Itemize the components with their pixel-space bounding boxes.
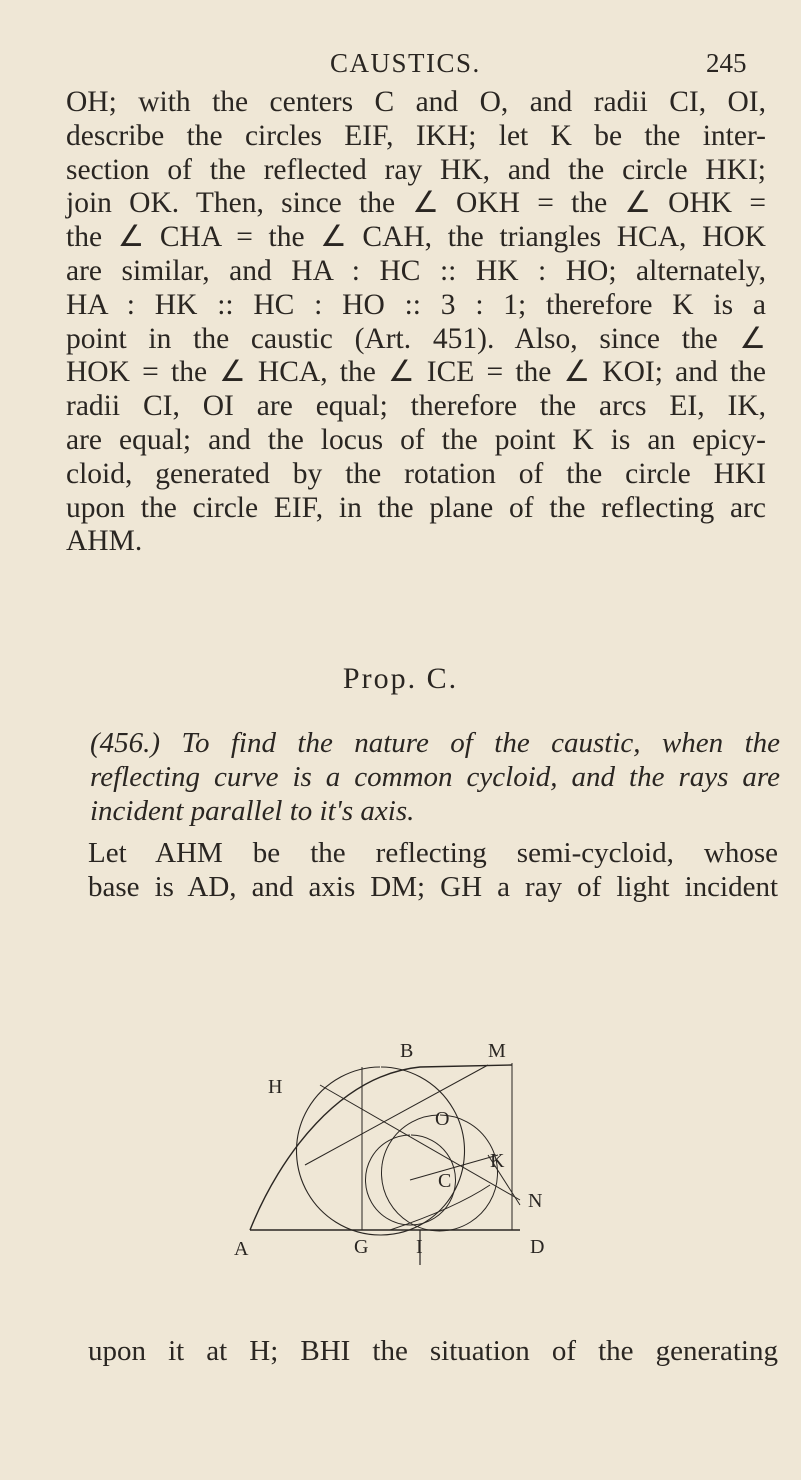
paragraph-2: [90, 726, 780, 828]
label-H: H: [268, 1076, 283, 1098]
generating-circle: [297, 1067, 465, 1235]
running-head-title: CAUSTICS.: [330, 48, 481, 78]
text-line: incident parallel to it's axis.: [90, 795, 415, 827]
text-line: base is AD, and axis DM; GH a ray of light incident: [88, 871, 778, 903]
chord-line: [305, 1065, 488, 1165]
text-line: are similar, and HA : HC :: HK : HO; alternately,: [66, 254, 766, 287]
label-O: O: [435, 1108, 450, 1130]
cycloid-diagram: [220, 1005, 580, 1265]
text-line: upon the circle EIF, in the plane of the reflecting arc: [66, 491, 766, 524]
text-line: describe the circles EIF, IKH; let K be the inter-: [66, 119, 766, 152]
text-line: HA : HK :: HC : HO :: 3 : 1; therefore K is a: [66, 288, 766, 321]
label-G: G: [354, 1236, 369, 1258]
label-N: N: [528, 1190, 543, 1212]
label-B: B: [400, 1040, 414, 1062]
paragraph-1: [66, 86, 766, 559]
text-line: OH; with the centers C and O, and radii CI, OI,: [66, 86, 766, 118]
text-line: upon it at H; BHI the situation of the generating: [88, 1335, 778, 1367]
line-CK: [410, 1155, 498, 1180]
label-M: M: [488, 1040, 506, 1062]
running-head: [0, 48, 801, 84]
text-line: join OK. Then, since the ∠ OKH = the ∠ OHK =: [66, 187, 766, 220]
text-line: point in the caustic (Art. 451). Also, since the ∠: [66, 322, 766, 355]
text-line: radii CI, OI are equal; therefore the arcs EI, IK,: [66, 390, 766, 423]
label-K: K: [490, 1150, 505, 1172]
text-line: HOK = the ∠ HCA, the ∠ ICE = the ∠ KOI; and the: [66, 356, 766, 389]
page-number: 245: [706, 48, 747, 78]
cycloid-figure: [220, 1005, 580, 1265]
text-line: are equal; and the locus of the point K is an epicy-: [66, 423, 766, 456]
paragraph-4: [88, 1334, 778, 1368]
text-line: section of the reflected ray HK, and the circle HKI;: [66, 153, 766, 186]
text-line: AHM.: [66, 525, 143, 558]
label-A: A: [234, 1238, 249, 1260]
text-line: cloid, generated by the rotation of the circle HKI: [66, 457, 766, 490]
semi-cycloid: [250, 1065, 512, 1230]
text-line: (456.) To find the nature of the caustic, when the: [90, 727, 780, 759]
paragraph-3: [88, 836, 778, 904]
proposition-heading: Prop. C.: [342, 662, 459, 695]
label-C: C: [438, 1170, 452, 1192]
label-I: I: [416, 1236, 423, 1258]
text-line: Let AHM be the reflecting semi-cycloid, whose: [88, 837, 778, 869]
text-line: the ∠ CHA = the ∠ CAH, the triangles HCA, HOK: [66, 221, 766, 254]
label-D: D: [530, 1236, 545, 1258]
text-line: reflecting curve is a common cycloid, and the rays are: [90, 761, 780, 793]
